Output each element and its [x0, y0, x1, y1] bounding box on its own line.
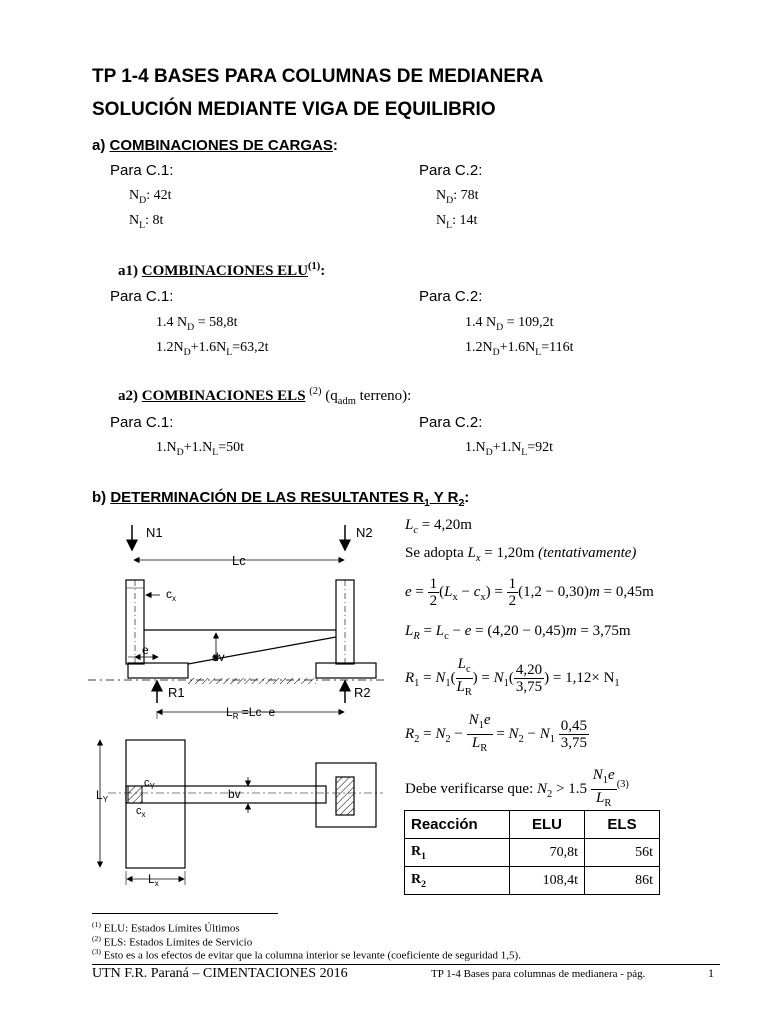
a-c1-label: Para C.1: — [110, 162, 174, 179]
page-title: TP 1-4 BASES PARA COLUMNAS DE MEDIANERA — [92, 66, 544, 87]
lc-label: Lc — [232, 553, 246, 568]
th-elu: ELU — [510, 811, 585, 839]
table-row — [405, 867, 660, 895]
section-b-heading: b) DETERMINACIÓN DE LAS RESULTANTES $R_1$ Y $R_2$: — [92, 489, 470, 509]
a-c2-nd: $N_D$: 78t — [436, 188, 479, 206]
row-elu: 108,4t — [510, 867, 585, 895]
a1-c1-line2: $1.2N_D+1.6N_L=63,2t$ — [156, 340, 269, 358]
section-a1-heading: a1) COMBINACIONES ELU$^{(1)}$: — [118, 261, 326, 279]
a2-c2-line: $1.N_D+1.N_L=92t$ — [465, 440, 553, 458]
ly-label: $L_Y$ — [96, 788, 109, 804]
e-label: e — [142, 643, 149, 657]
eq-e: e = $\frac{1}{2}$ $(L_x - c_x)$ = $\frac{1}{2}$ (1,2 − 0,30)m = 0,45m — [405, 576, 654, 609]
section-a2-heading: a2) COMBINACIONES ELS $^{(2)}$ ($q_{adm}$ terreno): — [118, 386, 412, 407]
page-subtitle: SOLUCIÓN MEDIANTE VIGA DE EQUILIBRIO — [92, 99, 496, 120]
n2-label: N2 — [356, 525, 373, 540]
row-els: 56t — [585, 839, 660, 867]
row-label: $R_2$ — [405, 867, 510, 895]
eq-lc: $L_c = 4,20m$ — [405, 517, 472, 536]
lr-label: $L_R =Lc-e$ — [226, 705, 276, 721]
a2-c1-line: $1.N_D+1.N_L=50t$ — [156, 440, 244, 458]
a-c2-label: Para C.2: — [419, 162, 483, 179]
footnote-3: $^{(3)}$ Esto es a los efectos de evitar que la columna interior se levante (coeficiente de seguridad 1,5). — [92, 947, 521, 962]
table-row — [405, 839, 660, 867]
a1-c2-label: Para C.2: — [419, 288, 483, 305]
row-els: 86t — [585, 867, 660, 895]
a2-c2-label: Para C.2: — [419, 414, 483, 431]
th-els: ELS — [585, 811, 660, 839]
eq-lx: Se adopta $L_x = 1,20m$ (tentativamente) — [405, 545, 637, 564]
dv-label: dv — [212, 650, 225, 664]
cx2-label: $c_x$ — [136, 805, 146, 819]
a1-c2-line2: $1.2N_D+1.6N_L=116t$ — [465, 340, 574, 358]
a1-c1-label: Para C.1: — [110, 288, 174, 305]
page-number: 1 — [708, 966, 714, 980]
cy-label: $c_Y$ — [144, 777, 155, 791]
beam-diagram — [88, 515, 388, 895]
row-elu: 70,8t — [510, 839, 585, 867]
th-reaccion: Reacción — [405, 811, 510, 839]
footer-left: UTN F.R. Paraná – CIMENTACIONES 2016 — [92, 966, 348, 981]
cx-label: $c_x$ — [166, 587, 176, 603]
a-c1-nl: $N_L$: 8t — [129, 213, 164, 231]
r2-label: R2 — [354, 685, 371, 700]
a2-c1-label: Para C.1: — [110, 414, 174, 431]
footer-rule — [92, 964, 720, 965]
r1-label: R1 — [168, 685, 185, 700]
footnote-2: $^{(2)}$ ELS: Estados Límites de Servicio — [92, 934, 253, 949]
a1-c2-line1: 1.4 $N_D = 109,2t$ — [465, 315, 554, 333]
row-label: $R_1$ — [405, 839, 510, 867]
footnote-rule — [92, 913, 278, 914]
a1-c1-line1: 1.4 $N_D = 58,8t$ — [156, 315, 238, 333]
a-c1-nd: $N_D$: 42t — [129, 188, 172, 206]
eq-r2: $R_2 = N_2$ − $\frac{N_1e}{L_R}$ = $N_2 - N_1$ $\frac{0,45}{3,75}$ — [405, 712, 588, 754]
reactions-table — [404, 810, 660, 895]
n1-label: N1 — [146, 525, 163, 540]
eq-r1: $R_1 = N_1$( $\frac{L_c}{L_R}$ ) = $N_1$( $\frac{4,20}{3,75}$ ) = $1,12\times N_1$ — [405, 656, 620, 698]
a-c2-nl: $N_L$: 14t — [436, 213, 478, 231]
footer-right: TP 1-4 Bases para columnas de medianera - pág. — [431, 968, 646, 980]
bv-label: bv — [228, 787, 241, 801]
lx-label: $L_x$ — [148, 872, 159, 888]
footnote-1: $^{(1)}$ ELU: Estados Límites Últimos — [92, 920, 240, 935]
section-a-heading: a) COMBINACIONES DE CARGAS: — [92, 137, 338, 154]
eq-lr: $L_R = L_c - e = (4,20 - 0,45)m = 3,75m$ — [405, 623, 631, 642]
eq-check: Debe verificarse que: $N_2 > 1.5$ $\frac{N_1e}{L_R}$ $^{(3)}$ — [405, 767, 629, 809]
